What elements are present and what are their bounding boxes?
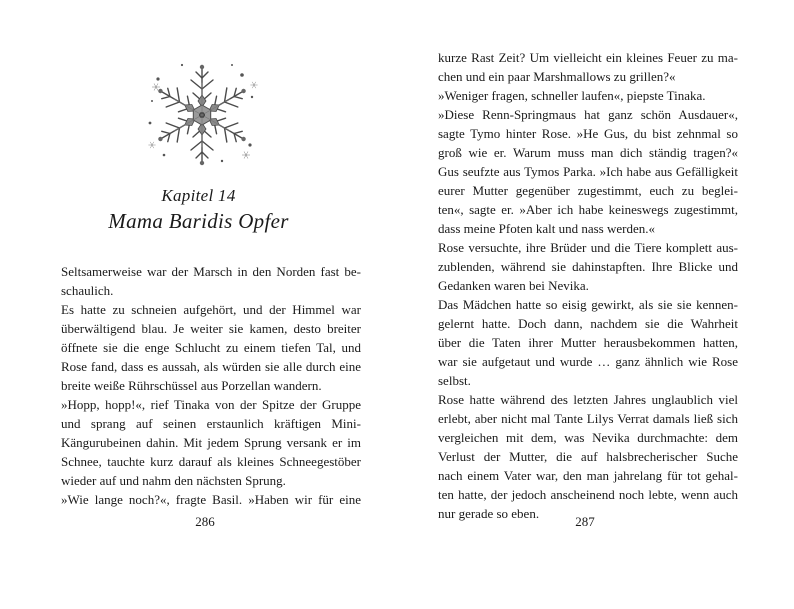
text-line: Das Mädchen hatte so eisig gewirkt, als sie sie kennen- <box>438 297 738 312</box>
text-line: war sie aufgetaut und wurde … ganz ähnlich wie Rose <box>438 354 738 369</box>
text-line: »Diese Renn-Springmaus hat ganz schön Ausdauer«, <box>438 107 738 122</box>
text-line: erlebt, aber nicht mal Tante Lilys Verrat damals ließ sich <box>438 411 738 426</box>
text-line: Rose fand, dass es aussah, als würden sie alle durch eine <box>61 359 361 374</box>
text-line: vergleichen mit dem, was Nevika durchmachte: dem <box>438 430 738 445</box>
left-body-text <box>61 262 361 509</box>
text-line: nur gerade so eben. <box>438 506 540 521</box>
text-line: eurer Mutter gegenüber zugestimmt, euch zu beglei- <box>438 183 738 198</box>
chapter-title: Mama Baridis Opfer <box>108 209 289 233</box>
text-line: schaulich. <box>61 283 114 298</box>
text-line: Verlust der Mutter, die auf halsbrecherischer Suche <box>438 449 738 464</box>
text-line: Gedanken waren bei Nevika. <box>438 278 589 293</box>
text-line: Rose hatte während des letzten Jahres unglaublich viel <box>438 392 738 407</box>
text-line: selbst. <box>438 373 471 388</box>
text-line: nach einem Vater war, den man jahrelang für tot gehal- <box>438 468 738 483</box>
text-line: öffnete sie die enge Schlucht zu einem tiefen Tal, und <box>61 340 361 355</box>
page-number: 287 <box>575 514 595 529</box>
text-line: dass meine Pfoten kalt und nass werden.« <box>438 221 655 236</box>
page-number: 286 <box>195 514 215 529</box>
text-line: zublenden, während sie dahinstapften. Ihre Blicke und <box>438 259 738 274</box>
text-line: »Weniger fragen, schneller laufen«, piepste Tinaka. <box>438 88 706 103</box>
text-line: sagte Tymo hinter Rose. »He Gus, du bist zehnmal so <box>438 126 738 141</box>
text-line: Seltsamerweise war der Marsch in den Norden fast be- <box>61 264 361 279</box>
text-line: Schnee, tauchte kurz darauf als kleines Schneegestöber <box>61 454 361 469</box>
text-line: »Wie lange noch?«, fragte Basil. »Haben wir für eine <box>61 492 361 507</box>
text-line: ten«, sagte er. »Aber ich habe keineswegs zugestimmt, <box>438 202 738 217</box>
snowflake-ornament-icon <box>142 60 262 170</box>
text-line: wieder auf und nahm den nächsten Sprung. <box>61 473 286 488</box>
text-line: über die Taten ihrer Mutter herausbekommen hatten, <box>438 335 738 350</box>
text-line: und sprang auf seinen erstaunlich kräftigen Mini- <box>61 416 361 431</box>
text-line: Gus seufzte aus Tymos Parka. »Ich habe aus Gefälligkeit <box>438 164 738 179</box>
text-line: Es hatte zu schneien aufgehört, und der Himmel war <box>61 302 361 317</box>
right-page <box>397 0 794 609</box>
text-line: ten hatte, der jedoch anscheinend noch lebte, wenn auch <box>438 487 738 502</box>
chapter-number: Kapitel 14 <box>161 186 236 205</box>
text-line: »Hopp, hopp!«, rief Tinaka von der Spitze der Gruppe <box>61 397 361 412</box>
text-line: Kängurubeinen dahin. Mit jedem Sprung versank er im <box>61 435 361 450</box>
text-line: kurze Rast Zeit? Um vielleicht ein kleines Feuer zu ma- <box>438 50 738 65</box>
text-line: groß wie er. Warum muss man dich ständig tragen?« <box>438 145 738 160</box>
text-line: Rose versuchte, ihre Brüder und die Tiere komplett aus- <box>438 240 738 255</box>
right-body-text <box>438 48 738 523</box>
text-line: chen und ein paar Marshmallows zu grillen?« <box>438 69 676 84</box>
text-line: gelernt hatte. Doch dann, nachdem sie die Wahrheit <box>438 316 738 331</box>
text-line: breite weiße Rührschüssel aus Porzellan wandern. <box>61 378 322 393</box>
text-line: überwältigend blau. Je weiter sie kamen, desto breiter <box>61 321 361 336</box>
